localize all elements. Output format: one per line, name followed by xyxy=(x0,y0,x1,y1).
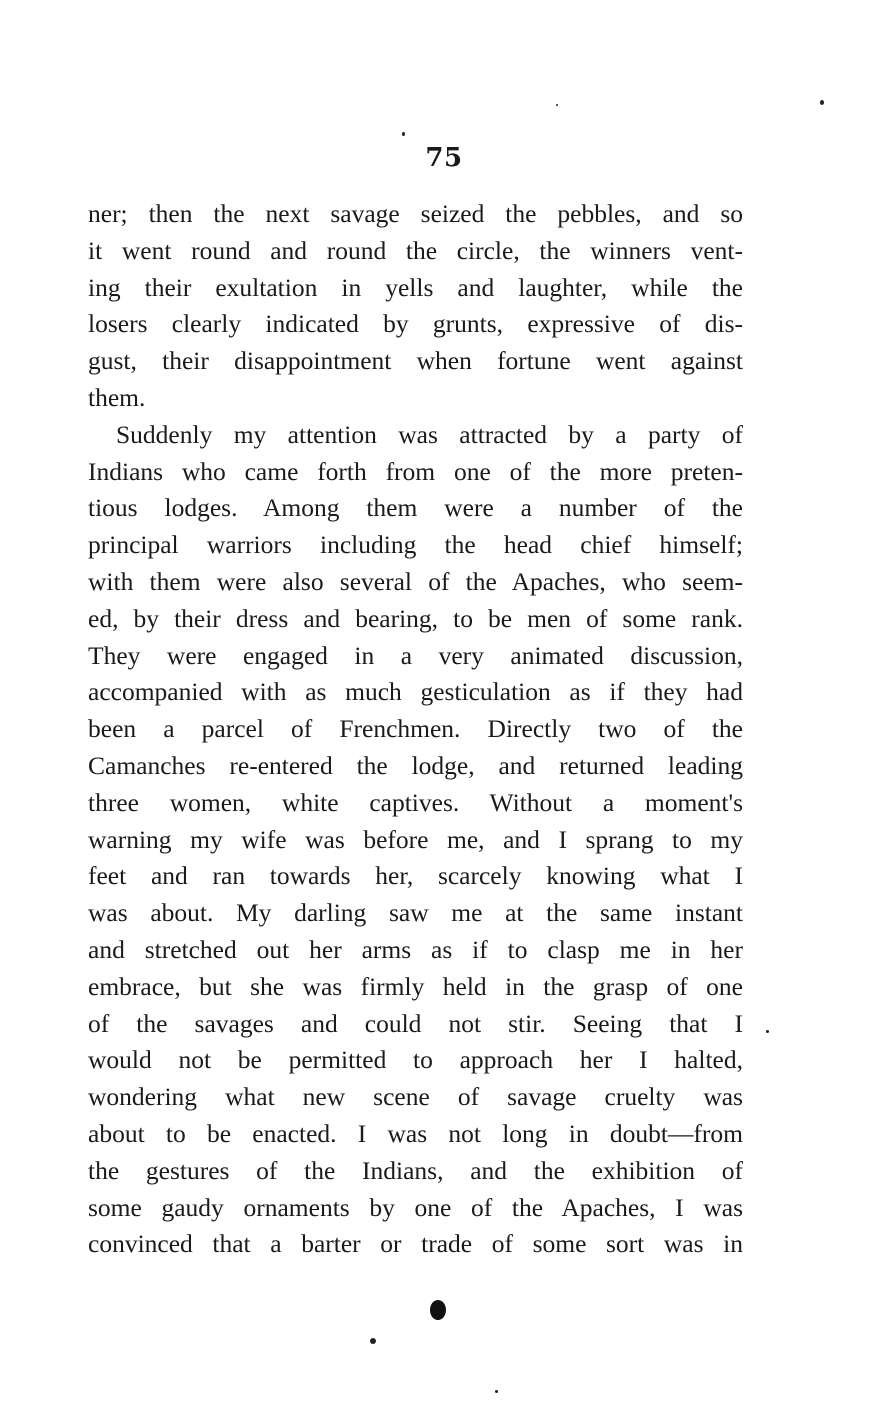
text-line: the gestures of the Indians, and the exhibition of xyxy=(88,1155,743,1185)
text-line: warning my wife was before me, and I sprang to my xyxy=(88,824,743,854)
text-line: tious lodges. Among them were a number of the xyxy=(88,493,743,523)
scan-speck xyxy=(402,132,405,136)
text-line: ner; then the next savage seized the pebbles, and so xyxy=(88,199,743,228)
text-line: it went round and round the circle, the winners vent- xyxy=(88,235,743,265)
text-line: with them were also several of the Apaches, who seem- xyxy=(88,566,743,596)
body-text xyxy=(88,196,743,1263)
text-line: losers clearly indicated by grunts, expressive of dis- xyxy=(88,309,743,339)
text-line: accompanied with as much gesticulation as if they had xyxy=(88,677,743,707)
text-line: about to be enacted. I was not long in doubt—from xyxy=(88,1118,743,1148)
text-line: embrace, but she was firmly held in the grasp of one xyxy=(88,971,743,1001)
text-line: feet and ran towards her, scarcely knowing what I xyxy=(88,861,743,891)
scan-speck xyxy=(370,1338,376,1344)
text-line: convinced that a barter or trade of some sort was in xyxy=(88,1229,743,1259)
text-line: of the savages and could not stir. Seeing that I xyxy=(88,1008,743,1038)
text-line: them. xyxy=(88,382,146,412)
text-line: principal warriors including the head chief himself; xyxy=(88,530,743,560)
paragraph-suddenly xyxy=(88,417,743,1263)
text-line: been a parcel of Frenchmen. Directly two of the xyxy=(88,714,743,744)
scan-speck xyxy=(766,1030,769,1033)
text-line: Suddenly my attention was attracted by a party of xyxy=(116,419,743,449)
text-line: three women, white captives. Without a moment's xyxy=(88,787,743,817)
text-line: was about. My darling saw me at the same instant xyxy=(88,898,743,928)
text-line: wondering what new scene of savage cruelty was xyxy=(88,1082,743,1112)
text-line: They were engaged in a very animated discussion, xyxy=(88,640,743,670)
text-line: Camanches re-entered the lodge, and returned leading xyxy=(88,750,743,780)
text-line: would not be permitted to approach her I halted, xyxy=(88,1045,743,1075)
text-line: gust, their disappointment when fortune went against xyxy=(88,346,743,376)
text-line: ed, by their dress and bearing, to be men of some rank. xyxy=(88,603,743,633)
scan-speck xyxy=(820,100,824,105)
text-line: some gaudy ornaments by one of the Apaches, I was xyxy=(88,1192,743,1222)
ink-blot xyxy=(430,1300,446,1320)
paragraph-continued xyxy=(88,196,743,417)
text-line: Indians who came forth from one of the more preten- xyxy=(88,456,743,486)
scan-speck xyxy=(495,1390,498,1393)
text-line: ing their exultation in yells and laughter, while the xyxy=(88,272,743,302)
scan-speck xyxy=(556,104,558,106)
page-number: 75 xyxy=(425,143,463,173)
text-line: and stretched out her arms as if to clasp me in her xyxy=(88,934,743,964)
